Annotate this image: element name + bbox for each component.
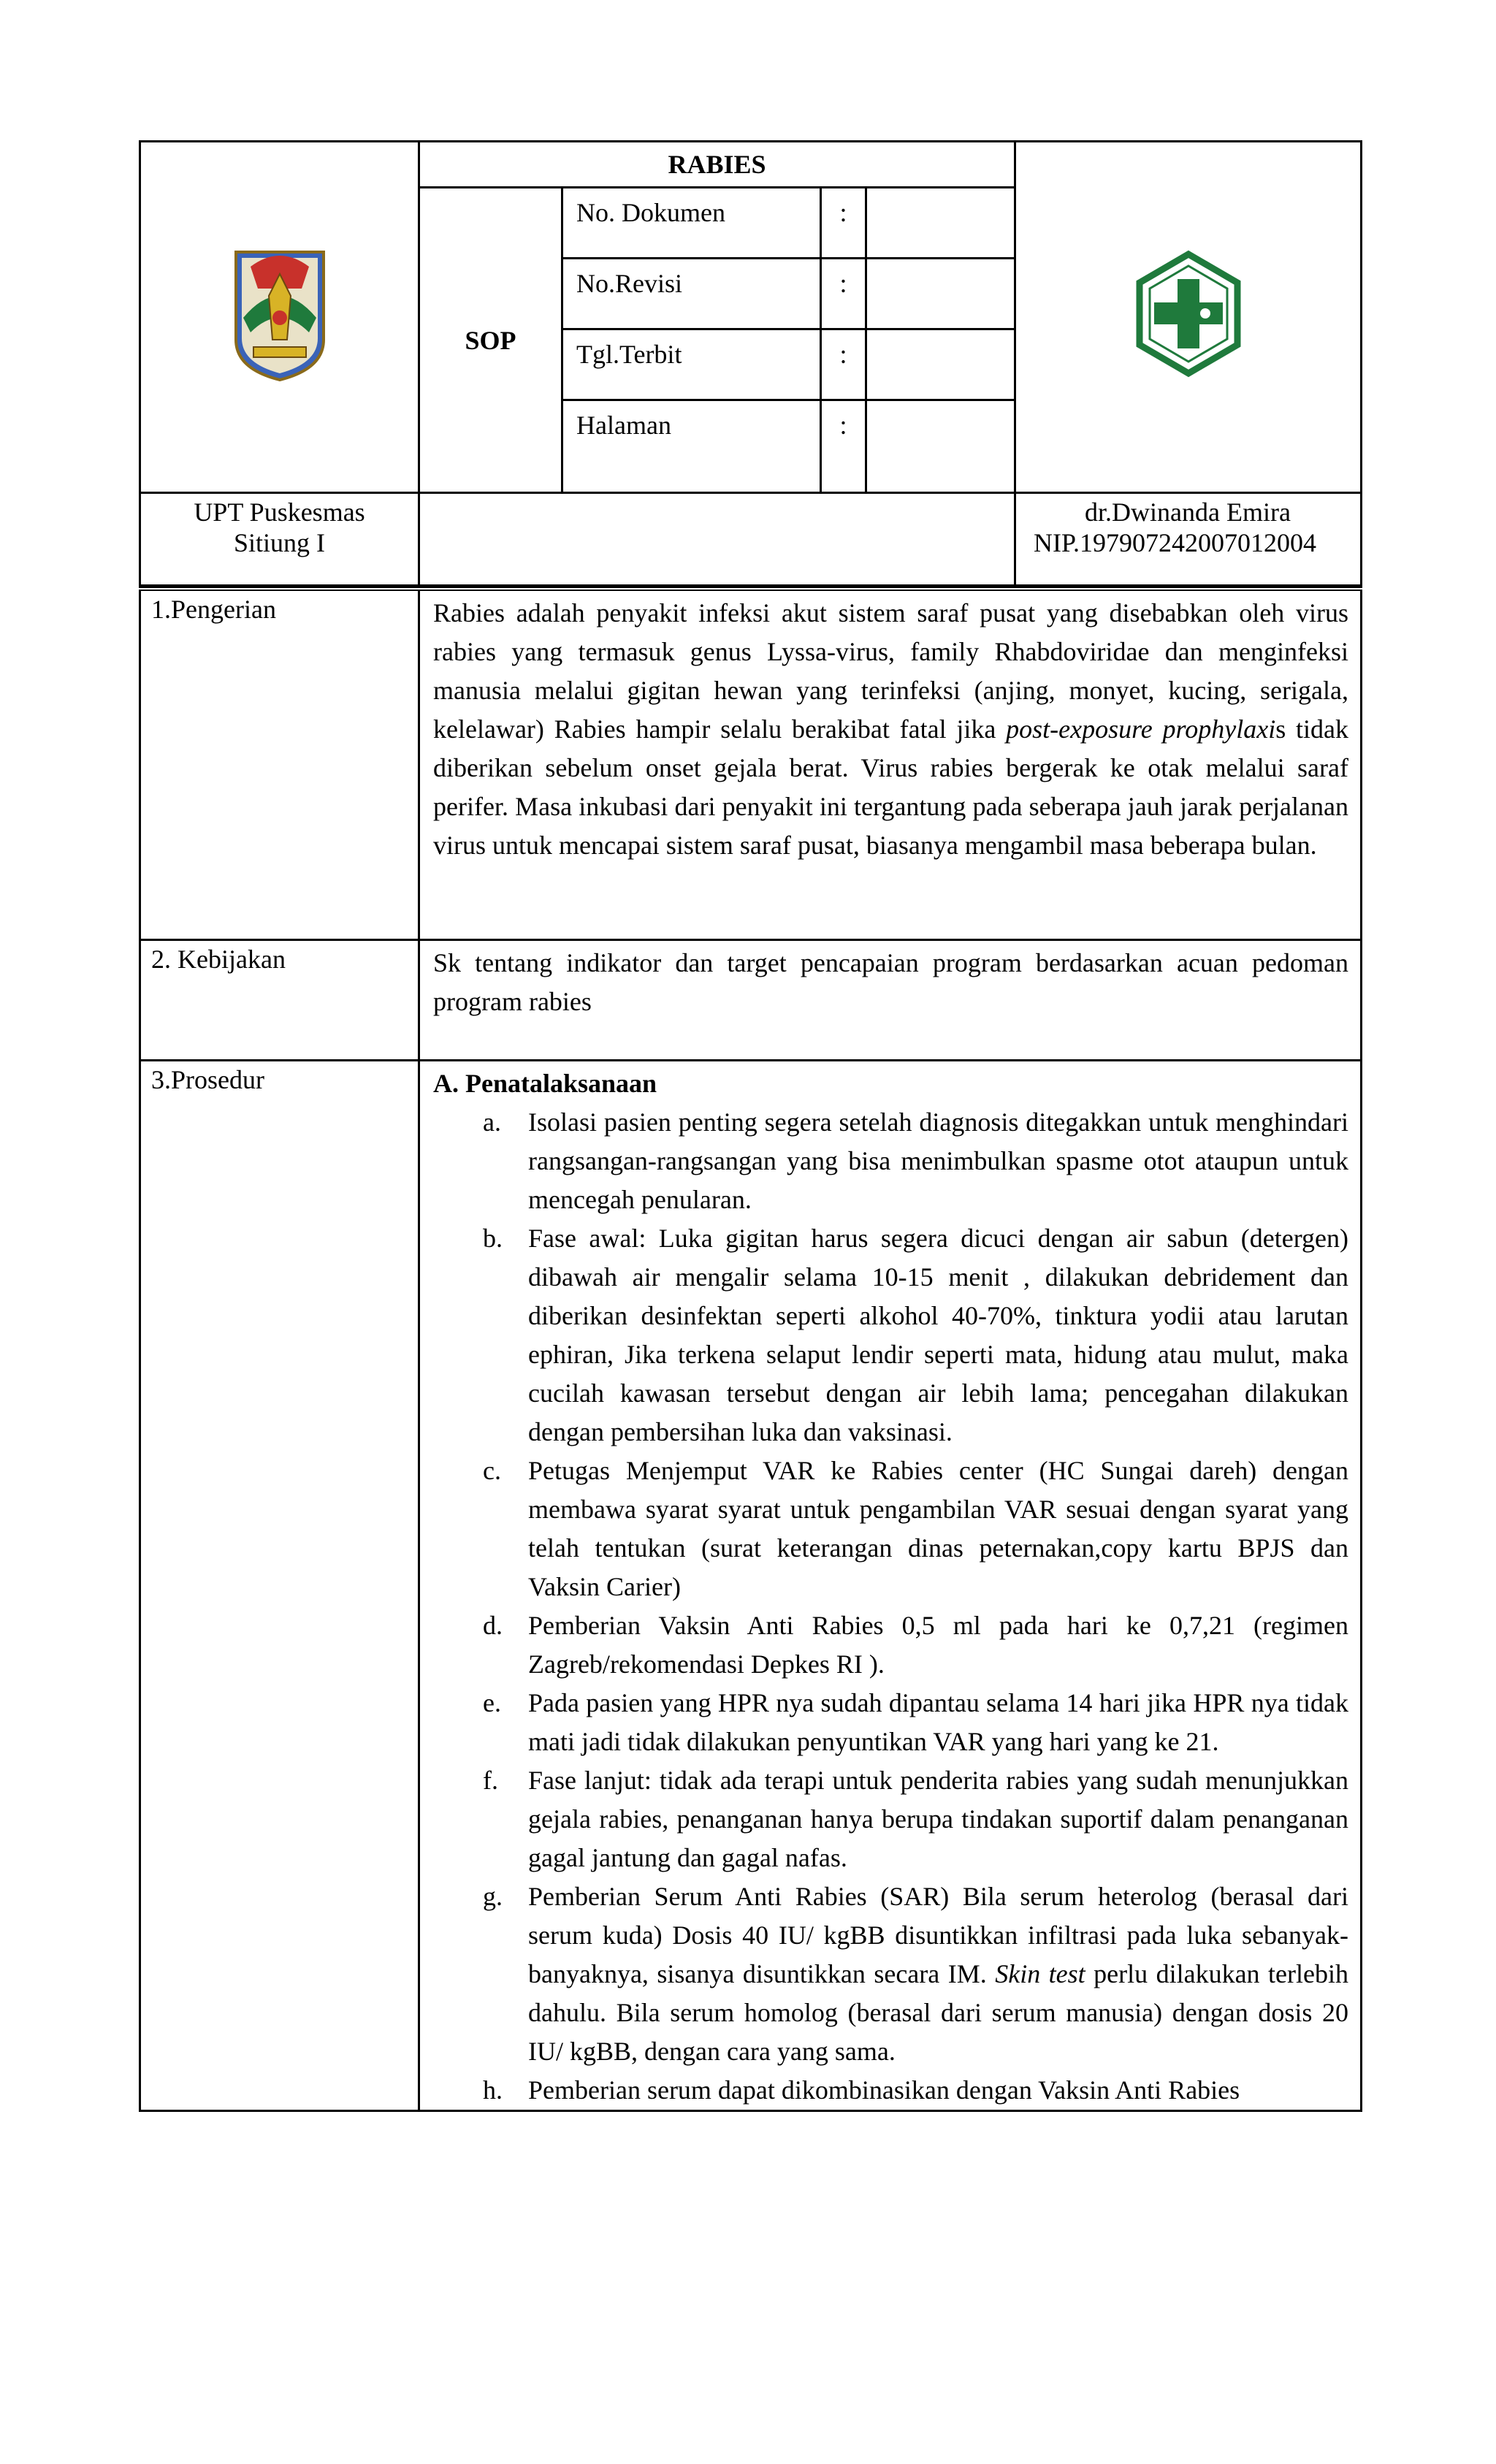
meta-label-tgl-terbit: Tgl.Terbit (562, 329, 821, 400)
signer-nip: NIP.197907242007012004 (1034, 528, 1317, 557)
list-item: g. Pemberian Serum Anti Rabies (SAR) Bila serum heterolog (berasal dari serum kuda) Dosis 40 IU/ kgBB disuntikkan infiltrasi pada luka sebanyak-banyaknya, sisanya disuntikkan secara IM. Skin test perlu dilakukan terlebih dahulu. Bila serum homolog (berasal dari serum manusia) dengan dosis 20 IU/ kgBB, dengan cara yang sama. (483, 1882, 1348, 2066)
section-label-kebijakan: 2. Kebijakan (140, 940, 419, 1061)
puskesmas-cross-logo (1134, 250, 1243, 378)
right-logo-cell (1015, 142, 1362, 493)
prosedur-heading: A. Penatalaksanaan (433, 1069, 657, 1098)
header-table (139, 140, 1362, 587)
left-logo-cell (140, 142, 419, 493)
blank-signature-area (419, 493, 1015, 586)
meta-value-no-revisi (866, 259, 1015, 329)
meta-value-no-dokumen (866, 188, 1015, 259)
document-title: RABIES (419, 142, 1015, 188)
section-label-pengertian: 1.Pengerian (140, 589, 419, 940)
list-item: e. Pada pasien yang HPR nya sudah dipantau selama 14 hari jika HPR nya tidak mati jadi tidak dilakukan penyuntikan VAR yang hari yang ke 21. (483, 1688, 1348, 1756)
list-item: f. Fase lanjut: tidak ada terapi untuk penderita rabies yang sudah menunjukkan gejala rabies, penanganan hanya berupa tindakan suportif dalam penanganan gagal jantung dan gagal nafas. (483, 1766, 1348, 1872)
organization-name: UPT Puskesmas (194, 497, 365, 527)
meta-label-no-revisi: No.Revisi (562, 259, 821, 329)
section-label-prosedur: 3.Prosedur (140, 1061, 419, 2111)
meta-value-tgl-terbit (866, 329, 1015, 400)
pengertian-text: Rabies adalah penyakit infeksi akut sistem saraf pusat yang disebabkan oleh virus rabies yang termasuk genus Lyssa-virus, family Rhabdoviridae dan menginfeksi manusia melalui gigitan hewan yang terinfeksi (anjing, monyet, kucing, serigala, kelelawar) Rabies hampir selalu berakibat fatal jika post-exposure prophylaxis tidak diberikan sebelum onset gejala berat. Virus rabies bergerak ke otak melalui saraf perifer. Masa inkubasi dari penyakit ini tergantung pada seberapa jauh jarak perjalanan virus untuk mencapai sistem saraf pusat, biasanya mengambil masa beberapa bulan. (433, 598, 1348, 860)
prosedur-steps (433, 1103, 1348, 2110)
sop-document (139, 140, 1360, 2112)
list-item: c. Petugas Menjemput VAR ke Rabies center (HC Sungai dareh) dengan membawa syarat syarat untuk pengambilan VAR sesuai dengan syarat yang telah tentukan (surat keterangan dinas peternakan,copy kartu BPJS dan Vaksin Carier) (483, 1456, 1348, 1601)
list-item: d. Pemberian Vaksin Anti Rabies 0,5 ml pada hari ke 0,7,21 (regimen Zagreb/rekomendasi Depkes RI ). (483, 1611, 1348, 1679)
list-item: h. Pemberian serum dapat dikombinasikan dengan Vaksin Anti Rabies (483, 2075, 1240, 2105)
section-kebijakan (419, 940, 1362, 1061)
signer-cell (1015, 493, 1362, 586)
organization-unit: Sitiung I (233, 528, 325, 557)
list-item: a. Isolasi pasien penting segera setelah diagnosis ditegakkan untuk menghindari rangsangan-rangsangan yang bisa menimbulkan spasme otot ataupun untuk mencegah penularan. (483, 1107, 1348, 1214)
meta-label-no-dokumen: No. Dokumen (562, 188, 821, 259)
regency-coat-of-arms-logo (229, 245, 331, 384)
meta-value-halaman (866, 400, 1015, 493)
meta-colon: : (821, 329, 866, 400)
organization-cell (140, 493, 419, 586)
section-prosedur (419, 1061, 1362, 2111)
meta-colon: : (821, 400, 866, 493)
meta-colon: : (821, 259, 866, 329)
sop-label: SOP (419, 188, 562, 493)
kebijakan-text: Sk tentang indikator dan target pencapaian program berdasarkan acuan pedoman program rabies (433, 948, 1348, 1016)
meta-label-halaman: Halaman (562, 400, 821, 493)
content-table (139, 587, 1362, 2112)
section-pengertian (419, 589, 1362, 940)
list-item: b. Fase awal: Luka gigitan harus segera dicuci dengan air sabun (detergen) dibawah air mengalir selama 10-15 menit , dilakukan debridement dan diberikan desinfektan seperti alkohol 40-70%, tinktura yodii atau larutan ephiran, Jika terkena selaput lendir seperti mata, hidung atau mulut, maka cucilah kawasan tersebut dengan air lebih lama; pencegahan dilakukan dengan pembersihan luka dan vaksinasi. (483, 1224, 1348, 1446)
signer-name: dr.Dwinanda Emira (1085, 497, 1291, 527)
meta-colon: : (821, 188, 866, 259)
